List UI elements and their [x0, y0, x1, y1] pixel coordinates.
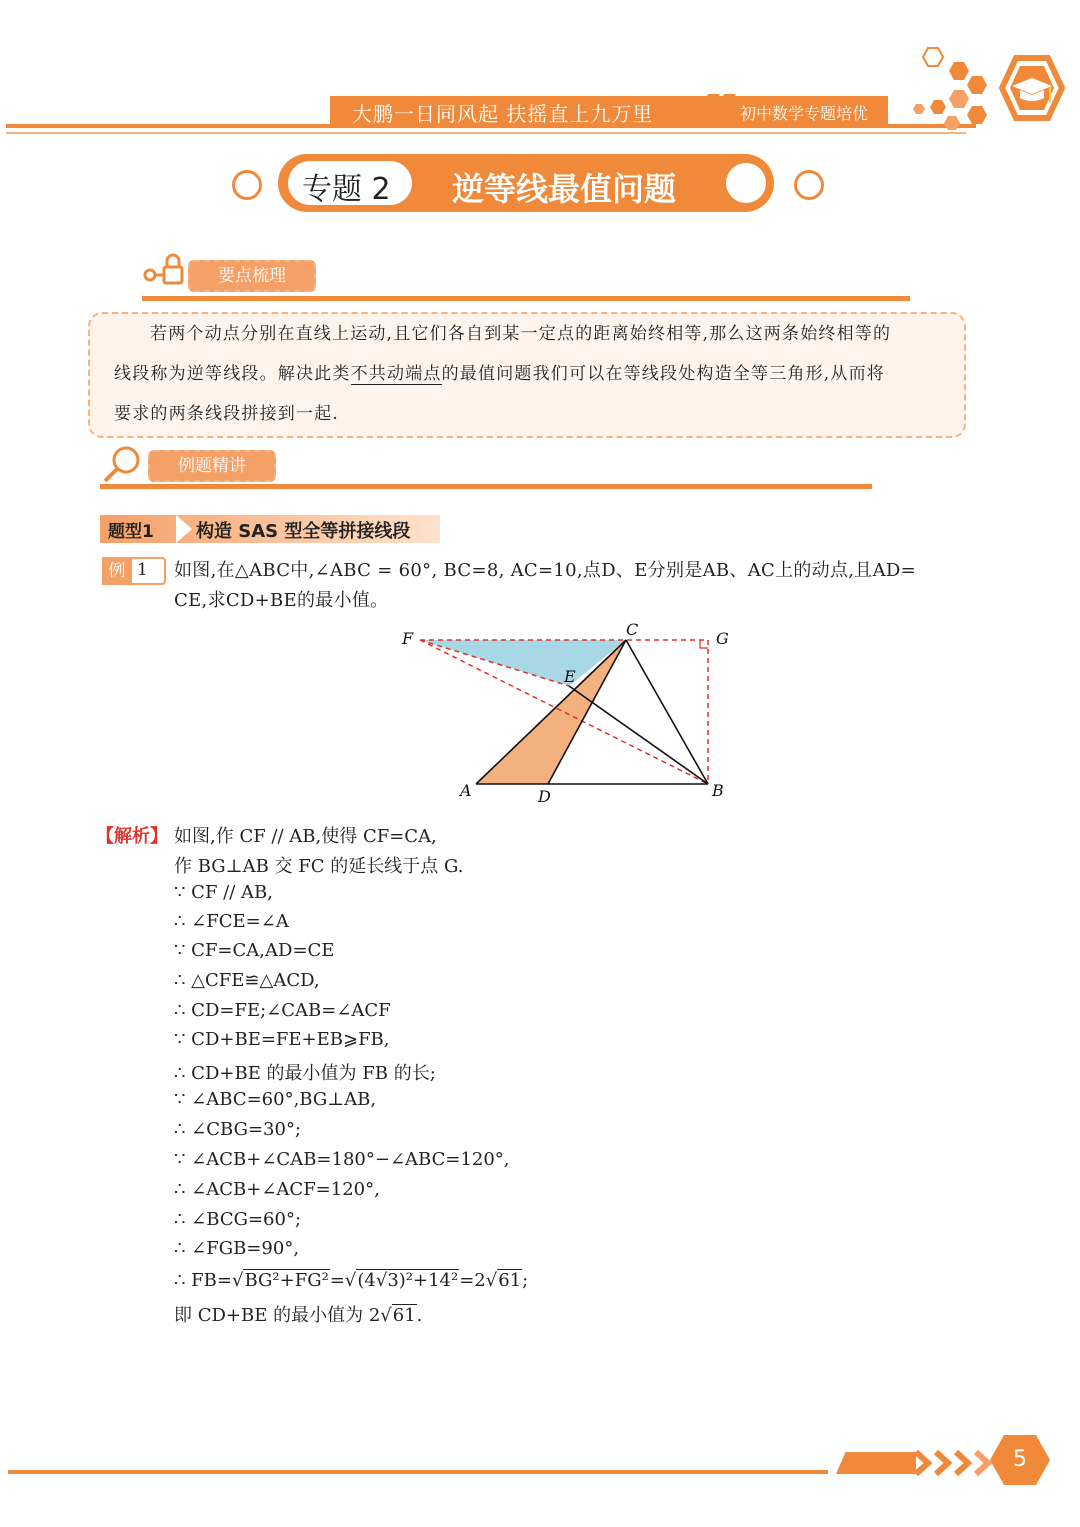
label-a: A — [460, 781, 472, 800]
section-rule — [142, 296, 910, 301]
problem-text — [174, 556, 964, 616]
solution-line: ∴ CD=FE;∠CAB=∠ACF — [174, 1000, 391, 1021]
label-c: C — [626, 620, 639, 639]
summary-line-1: 若两个动点分别在直线上运动,且它们各自到某一定点的距离始终相等,那么这两条始终相等的 — [150, 324, 892, 344]
type-arrow — [176, 515, 192, 543]
example-tag: 例 — [102, 557, 132, 585]
label-f: F — [402, 629, 414, 648]
topic-number: 专题 2 — [302, 172, 391, 207]
header-slogan: 大鹏一日同风起 扶摇直上九万里 — [352, 102, 654, 126]
header-series: 初中数学专题培优 — [740, 104, 869, 123]
radicand: 61 — [392, 1305, 416, 1326]
solution-line-fb: ∴ FB=√BG²+FG²=√(4√3)²+14²=2√61; — [174, 1270, 529, 1291]
solution-line: 如图,作 CF // AB,使得 CF=CA, — [174, 826, 437, 847]
solution-label: 【解析】 — [96, 826, 168, 847]
radicand: (4√3)²+14² — [357, 1270, 459, 1291]
summary-box — [88, 312, 966, 438]
problem-line-2: CE,求CD+BE的最小值。 — [174, 590, 389, 611]
solution-line: ∴ ∠FGB=90°, — [174, 1238, 300, 1259]
page-title: 逆等线最值问题 — [452, 170, 677, 208]
solution-line: ∵ ∠ACB+∠CAB=180°−∠ABC=120°, — [174, 1149, 510, 1170]
section-examples: 例题精讲 — [148, 450, 276, 482]
title-ring-left — [232, 170, 262, 200]
summary-line-3: 要求的两条线段拼接到一起. — [114, 404, 340, 424]
solution-line: ∴ ∠FCE=∠A — [174, 911, 289, 932]
solution-line: ∴ ∠BCG=60°; — [174, 1209, 302, 1230]
section-rule — [100, 484, 872, 489]
problem-line-1: 如图,在△ABC中,∠ABC = 60°, BC=8, AC=10,点D、E分别是AB、AC上的动点,且AD= — [174, 560, 916, 581]
label-e: E — [564, 667, 576, 686]
solution-line: ∴ △CFE≌△ACD, — [174, 970, 320, 991]
solution-line: 作 BG⊥AB 交 FC 的延长线于点 G. — [174, 856, 464, 877]
solution-line: ∴ ∠CBG=30°; — [174, 1119, 302, 1140]
summary-line-2: 线段称为逆等线段。解决此类不共动端点的最值问题我们可以在等线段处构造全等三角形,从而将 — [114, 364, 886, 384]
magnifier-icon — [100, 444, 144, 484]
radicand: 61 — [498, 1270, 522, 1291]
radicand: BG²+FG² — [244, 1270, 329, 1291]
footer-rule — [8, 1470, 828, 1474]
graduation-cap-hexagon-icon — [908, 44, 1068, 154]
title-ring-right — [794, 170, 824, 200]
underlined-term: 不共动端点 — [350, 364, 442, 384]
title-dot — [726, 163, 766, 203]
label-d: D — [538, 787, 551, 806]
example-number: 1 — [137, 560, 148, 580]
solution-final: 即 CD+BE 的最小值为 2√61. — [174, 1305, 423, 1326]
section-key-points: 要点梳理 — [188, 260, 316, 292]
label-b: B — [712, 781, 724, 800]
footer-bar — [836, 1452, 916, 1474]
line-eb — [569, 686, 708, 784]
type-title: 构造 SAS 型全等拼接线段 — [196, 521, 411, 542]
type-label: 题型1 — [108, 522, 154, 542]
solution-line: ∵ CF // AB, — [174, 882, 273, 903]
solution-line: ∴ CD+BE 的最小值为 FB 的长; — [174, 1063, 436, 1084]
geometry-figure — [390, 620, 740, 810]
solution-line: ∵ CD+BE=FE+EB⩾FB, — [174, 1029, 390, 1050]
key-lock-icon — [142, 253, 188, 291]
solution-line: ∵ ∠ABC=60°,BG⊥AB, — [174, 1089, 377, 1110]
label-g: G — [716, 629, 729, 648]
line-cb — [626, 640, 708, 784]
solution-line: ∵ CF=CA,AD=CE — [174, 940, 335, 961]
header-rule-thin — [6, 132, 966, 134]
right-angle-mark — [700, 640, 708, 648]
page-number: 5 — [1013, 1447, 1027, 1472]
solution-line: ∴ ∠ACB+∠ACF=120°, — [174, 1179, 380, 1200]
